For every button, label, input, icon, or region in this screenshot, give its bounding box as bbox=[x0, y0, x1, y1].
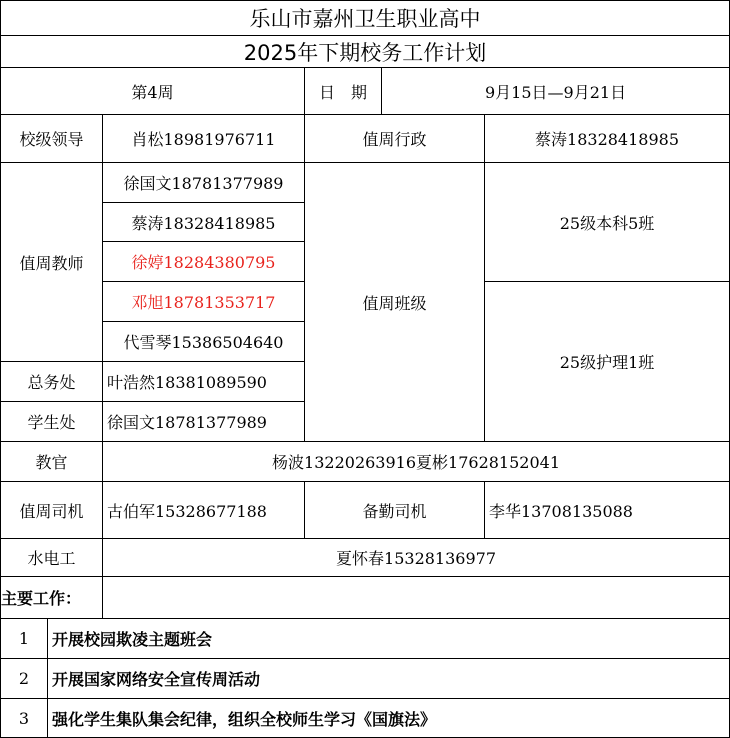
task-text: 强化学生集队集会纪律，组织全校师生学习《国旗法》 bbox=[48, 699, 730, 738]
driver-label: 值周司机 bbox=[1, 482, 103, 539]
main-work-label: 主要工作： bbox=[1, 577, 103, 619]
duty-admin-label: 值周行政 bbox=[305, 115, 485, 163]
teacher-2: 蔡涛18328418985 bbox=[103, 203, 305, 242]
student-office-value: 徐国文18781377989 bbox=[103, 402, 305, 442]
task-text: 开展校园欺凌主题班会 bbox=[48, 619, 730, 659]
week-cell: 第4周 bbox=[1, 68, 305, 115]
date-label: 日 期 bbox=[305, 68, 382, 115]
date-range: 9月15日—9月21日 bbox=[382, 68, 730, 115]
leader-label: 校级领导 bbox=[1, 115, 103, 163]
teachers-label: 值周教师 bbox=[1, 163, 103, 362]
instructor-value: 杨波13220263916夏彬17628152041 bbox=[103, 442, 730, 482]
driver-value: 古伯军15328677188 bbox=[103, 482, 305, 539]
general-affairs-label: 总务处 bbox=[1, 362, 103, 402]
duty-admin-value: 蔡涛18328418985 bbox=[485, 115, 730, 163]
task-number: 2 bbox=[1, 659, 48, 699]
backup-driver-value: 李华13708135088 bbox=[485, 482, 730, 539]
utilities-label: 水电工 bbox=[1, 539, 103, 577]
teacher-3: 徐婷18284380795 bbox=[103, 242, 305, 282]
student-office-label: 学生处 bbox=[1, 402, 103, 442]
general-affairs-value: 叶浩然18381089590 bbox=[103, 362, 305, 402]
teacher-4: 邓旭18781353717 bbox=[103, 282, 305, 322]
leader-value: 肖松18981976711 bbox=[103, 115, 305, 163]
task-number: 1 bbox=[1, 619, 48, 659]
teacher-5: 代雪琴15386504640 bbox=[103, 322, 305, 362]
task-text: 开展国家网络安全宣传周活动 bbox=[48, 659, 730, 699]
utilities-value: 夏怀春15328136977 bbox=[103, 539, 730, 577]
main-work-spacer bbox=[103, 577, 730, 619]
teacher-1: 徐国文18781377989 bbox=[103, 163, 305, 203]
duty-class-1: 25级本科5班 bbox=[485, 163, 730, 282]
task-number: 3 bbox=[1, 699, 48, 738]
plan-title: 2025年下期校务工作计划 bbox=[1, 36, 730, 68]
duty-class-2: 25级护理1班 bbox=[485, 282, 730, 442]
school-title: 乐山市嘉州卫生职业高中 bbox=[1, 1, 730, 36]
instructor-label: 教官 bbox=[1, 442, 103, 482]
backup-driver-label: 备勤司机 bbox=[305, 482, 485, 539]
duty-class-label: 值周班级 bbox=[305, 163, 485, 442]
